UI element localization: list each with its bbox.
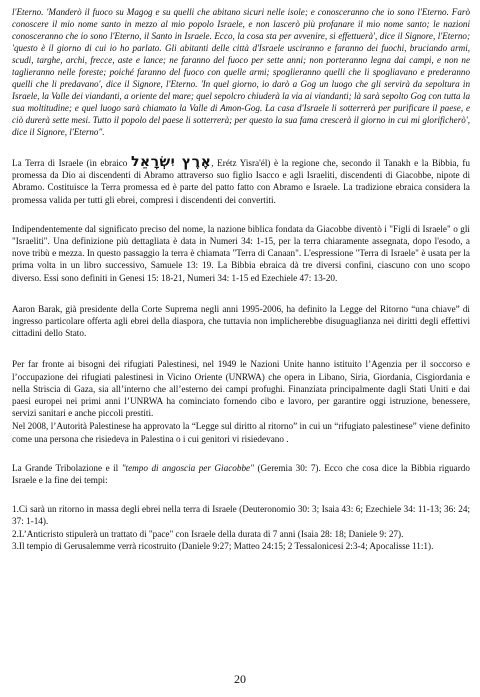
terra-text-after: , Erétz Yisra'él) è la regione che, secondo il Tanakh e la Bibbia, fu promessa da Dio ai discendenti di Abramo attraverso suo figlio Isacco e agli Israeliti, discendenti di Giacobbe, nipote di Abramo. Costituisce la Terra promessa ed è parte del patto fatto con Abramo e Israele. La tradizione ebraica considera la promessa valida per tutti gli ebrei, compresi i discendenti dei convertiti. — [12, 158, 470, 205]
list-item: 1.Ci sarà un ritorno in massa degli ebrei nella terra di Israele (Deuteronomio 30: 3; Isaia 43: 6; Ezechiele 34: 11-13; 36: 24; 37: 1-14). — [12, 504, 470, 527]
ezekiel-quote-paragraph: l'Eterno. 'Manderò il fuoco su Magog e su quelli che abitano sicuri nelle isole; e conosceranno che io sono l'Eterno. Farò conoscere il mio nome santo in mezzo al mio popolo Israele, e non lascerò più profanare il mio nome santo; le nazioni conosceranno che io sono l'Eterno, il Santo in Israele. Ecco, la cosa sta per avvenire, si effettuerà', dice il Signore, l'Eterno; 'questo è il giorno di cui io ho parlato. Gli abitanti delle città d'Israele usciranno e faranno dei fuochi, bruciando armi, scudi, targhe, archi, frecce, aste e lance; ne faranno del fuoco per sette anni; non porteranno legna dai campi, e non ne taglieranno nelle foreste; poiché faranno del fuoco con quelle armi; spoglieranno quelli che li spogliavano e prederanno quelli che li predavano', dice il Signore, l'Eterno. 'In quel giorno, io darò a Gog un luogo che gli servirà da sepoltura in Israele, la Valle dei viandanti, a oriente del mare; quel sepolcro chiuderà la via ai viandanti; là sarà sepolto Gog con tutta la sua moltitudine; e quel luogo sarà chiamato la Valle di Amon-Gog. La casa d'Israele li sotterrerà per purificare il paese, e ciò durerà sette mesi. Tutto il popolo del paese li sotterrerà; per questo la sua fama crescerà il giorno in cui mi glorificherò', dice il Signore, l'Eterno". — [12, 7, 470, 137]
autorita-palestinese-paragraph: Nel 2008, l’Autorità Palestinese ha approvato la “Legge sul diritto al ritorno” in cui un “rifugiato palestinese” viene definito come una persona che risiedeva in Palestina o i cui genitori vi risiedevano . — [12, 421, 470, 444]
list-item: 3.Il tempio di Gerusalemme verrà ricostruito (Daniele 9:27; Matteo 24:15; 2 Tessalonicesi 2:3-4; Apocalisse 11:1). — [12, 540, 434, 551]
list-item: 2.L’Anticristo stipulerà un trattato di "pace" con Israele della durata di 7 anni (Isaia 28: 18; Daniele 9: 27). — [12, 528, 404, 539]
tribolazione-text-after: (Geremia 30: 7). Ecco che cosa dice la Bibbia riguardo Israele e la fine dei tempi: — [12, 462, 470, 486]
hebrew-term: אֶרֶץ יִשְׂרָאֵל — [130, 154, 212, 170]
page-number: 20 — [234, 672, 246, 686]
terra-di-israele-paragraph — [12, 154, 470, 206]
tribolazione-italic-quote: "tempo di angoscia per Giacobbe" — [121, 462, 254, 473]
grande-tribolazione-paragraph — [12, 462, 470, 486]
terra-text-before: La Terra di Israele (in ebraico — [12, 158, 131, 168]
rifugiati-paragraph: Per far fronte ai bisogni dei rifugiati Palestinesi, nel 1949 le Nazioni Unite hanno istituito l’Agenzia per il soccorso e l’occupazione dei rifugiati palestinesi in Vicino Oriente (UNRWA) che opera in Libano, Siria, Giordania, Cisgiordania e nella Striscia di Gaza, sia all’interno che all’esterno dei campi profughi. Finanziata principalmente dagli Stati Uniti e dai paesi europei nei primi anni l’UNRWA ha cominciato fornendo cibo e lavoro, per garantire oggi istruzione, benessere, servizi sanitari e anche piccoli prestiti. — [12, 359, 470, 419]
aaron-barak-paragraph: Aaron Barak, già presidente della Corte Suprema negli anni 1995-2006, ha definito la Legge del Ritorno “una chiave” di ingresso particolare offerta agli ebrei della diaspora, che tuttavia non implicherebbe disuguaglianza nei diritti degli effettivi cittadini dello Stato. — [12, 303, 470, 339]
tribolazione-text-before: La Grande Tribolazione e il — [12, 462, 122, 473]
indipendentemente-paragraph: Indipendentemente dal significato preciso del nome, la nazione biblica fondata da Giacobbe diventò i "Figli di Israele" o gli "Israeliti". Una definizione più dettagliata è data in Numeri 34: 1-15, per la terra chiaramente assegnata, dopo l'esodo, a nove tribù e mezza. In questo passaggio la terra è chiamata "Terra di Canaan". L'espressione "Terra di Israele" è usata per la prima volta in un libro successivo, Samuele 13: 19. La Bibbia ebraica dà tre diversi confini, ciascuno con uno scopo diverso. Essi sono definiti in Genesi 15: 18-21, Numeri 34: 1-15 ed Ezechiele 47: 13-20. — [12, 223, 470, 283]
